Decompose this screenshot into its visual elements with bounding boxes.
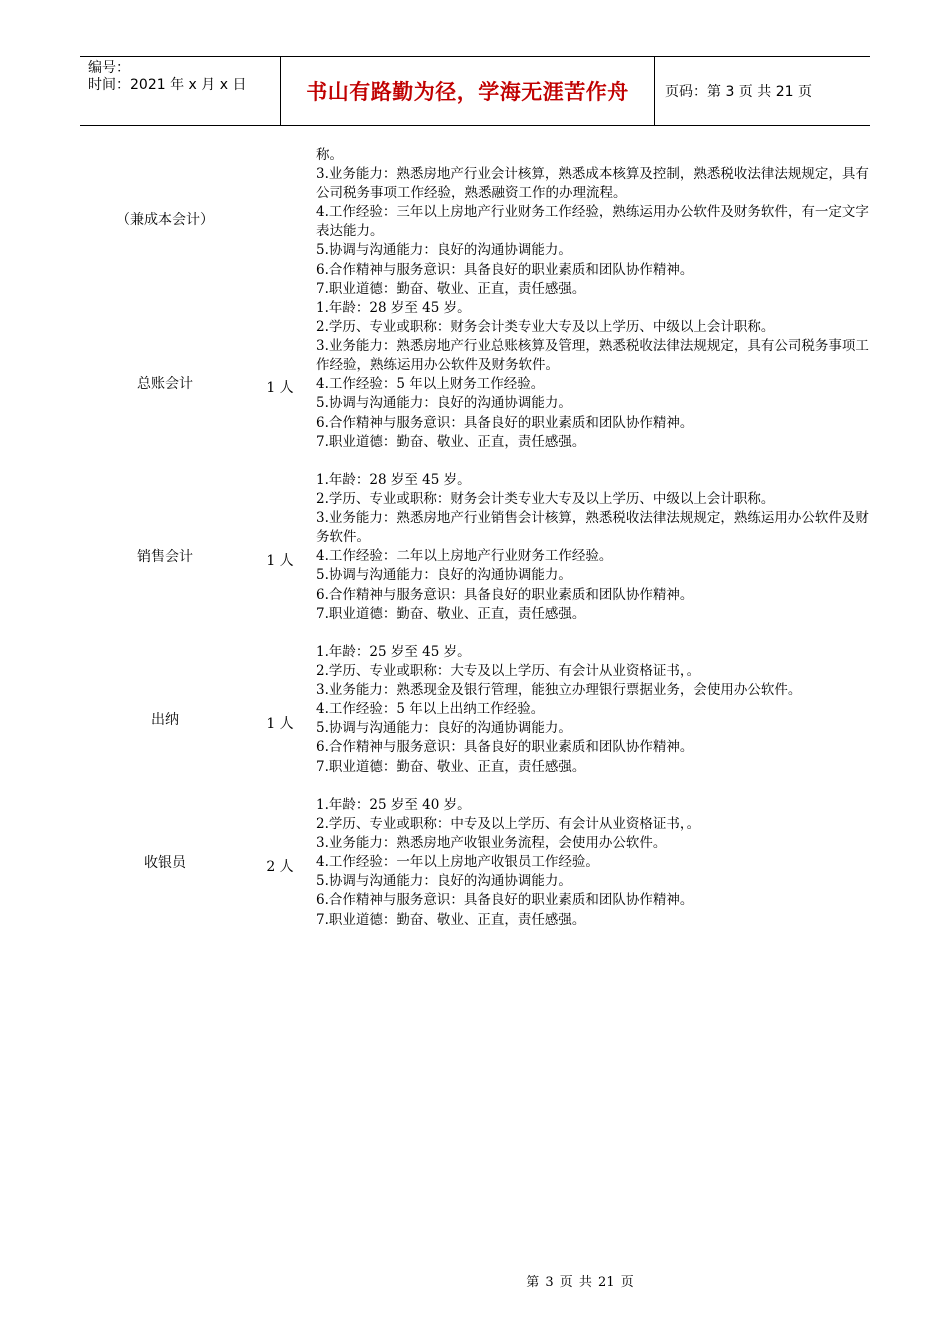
role-title: 总账会计 (137, 376, 193, 392)
requirement-line: 4.工作经验：5 年以上出纳工作经验。 (316, 701, 545, 718)
requirement-line: 4.工作经验：三年以上房地产行业财务工作经验，熟练运用办公软件及财务软件，有一定文字表达能力。 (316, 204, 869, 240)
page-header (80, 56, 870, 126)
role-title: 出纳 (151, 712, 179, 728)
requirement-line: 5.协调与沟通能力：良好的沟通协调能力。 (316, 395, 572, 412)
requirement-line: 5.协调与沟通能力：良好的沟通协调能力。 (316, 242, 572, 259)
requirement-line: 4.工作经验：5 年以上财务工作经验。 (316, 376, 545, 393)
requirement-line: 5.协调与沟通能力：良好的沟通协调能力。 (316, 873, 572, 890)
requirement-line: 3.业务能力：熟悉现金及银行管理，能独立办理银行票据业务，会使用办公软件。 (316, 682, 802, 699)
requirement-line: 称。 (316, 147, 343, 163)
role-headcount: 2 人 (266, 859, 294, 875)
requirement-line: 2.学历、专业或职称：中专及以上学历、有会计从业资格证书，。 (316, 816, 701, 833)
role-headcount: 1 人 (266, 380, 294, 396)
requirement-line: 6.合作精神与服务意识：具备良好的职业素质和团队协作精神。 (316, 739, 694, 756)
doc-number-label: 编号： (88, 60, 130, 76)
requirement-line: 6.合作精神与服务意识：具备良好的职业素质和团队协作精神。 (316, 586, 694, 603)
requirement-line: 5.协调与沟通能力：良好的沟通协调能力。 (316, 567, 572, 584)
header-motto-cell (280, 57, 655, 125)
requirement-line: 7.职业道德：勤奋、敬业、正直，责任感强。 (316, 605, 586, 622)
requirement-line: 4.工作经验：二年以上房地产行业财务工作经验。 (316, 548, 613, 565)
requirement-line: 1.年龄：25 岁至 45 岁。 (316, 644, 471, 660)
header-meta (80, 57, 280, 125)
requirement-line: 1.年龄：28 岁至 45 岁。 (316, 300, 471, 316)
requirement-line: 3.业务能力：熟悉房地产行业会计核算，熟悉成本核算及控制，熟悉税收法律法规规定，具有公司税务事项工作经验，熟悉融资工作的办理流程。 (316, 166, 869, 202)
role-title: 收银员 (144, 855, 186, 871)
role-title: （兼成本会计） (116, 212, 214, 228)
requirement-line: 4.工作经验：一年以上房地产收银员工作经验。 (316, 854, 599, 871)
requirement-line: 6.合作精神与服务意识：具备良好的职业素质和团队协作精神。 (316, 261, 694, 278)
requirement-line: 6.合作精神与服务意识：具备良好的职业素质和团队协作精神。 (316, 892, 694, 909)
requirement-line: 3.业务能力：熟悉房地产收银业务流程，会使用办公软件。 (316, 835, 667, 852)
role-requirements (316, 471, 881, 624)
role-requirements (316, 796, 881, 930)
doc-date-label: 时间：2021 年 x 月 x 日 (88, 77, 247, 93)
header-page-label: 页码：第 3 页 共 21 页 (665, 84, 812, 100)
requirement-line: 2.学历、专业或职称：财务会计类专业大专及以上学历、中级以上会计职称。 (316, 319, 775, 336)
requirement-line: 7.职业道德：勤奋、敬业、正直，责任感强。 (316, 758, 586, 775)
requirement-line: 2.学历、专业或职称：大专及以上学历、有会计从业资格证书，。 (316, 663, 701, 680)
requirement-line: 5.协调与沟通能力：良好的沟通协调能力。 (316, 720, 572, 737)
requirement-line: 3.业务能力：熟悉房地产行业销售会计核算，熟悉税收法律法规规定，熟练运用办公软件及财务软件。 (316, 510, 869, 546)
page-footer (0, 1271, 950, 1290)
requirement-line: 7.职业道德：勤奋、敬业、正直，责任感强。 (316, 433, 586, 450)
requirement-line: 7.职业道德：勤奋、敬业、正直，责任感强。 (316, 280, 586, 297)
requirement-line: 7.职业道德：勤奋、敬业、正直，责任感强。 (316, 911, 586, 928)
role-headcount: 1 人 (266, 716, 294, 732)
role-headcount: 1 人 (266, 553, 294, 569)
requirement-line: 1.年龄：28 岁至 45 岁。 (316, 472, 471, 488)
footer-page-number: 第 3 页 共 21 页 (526, 1275, 634, 1290)
header-page-info (655, 57, 870, 125)
role-title: 销售会计 (137, 549, 193, 565)
role-requirements (316, 643, 881, 777)
header-motto: 书山有路勤为径，学海无涯苦作舟 (306, 80, 629, 104)
requirement-line: 1.年龄：25 岁至 40 岁。 (316, 797, 471, 813)
requirement-line: 6.合作精神与服务意识：具备良好的职业素质和团队协作精神。 (316, 414, 694, 431)
requirement-line: 2.学历、专业或职称：财务会计类专业大专及以上学历、中级以上会计职称。 (316, 491, 775, 508)
role-requirements (316, 146, 881, 299)
requirement-line: 3.业务能力：熟悉房地产行业总账核算及管理，熟悉税收法律法规规定，具有公司税务事项工作经验，熟练运用办公软件及财务软件。 (316, 338, 869, 374)
role-requirements (316, 299, 881, 452)
